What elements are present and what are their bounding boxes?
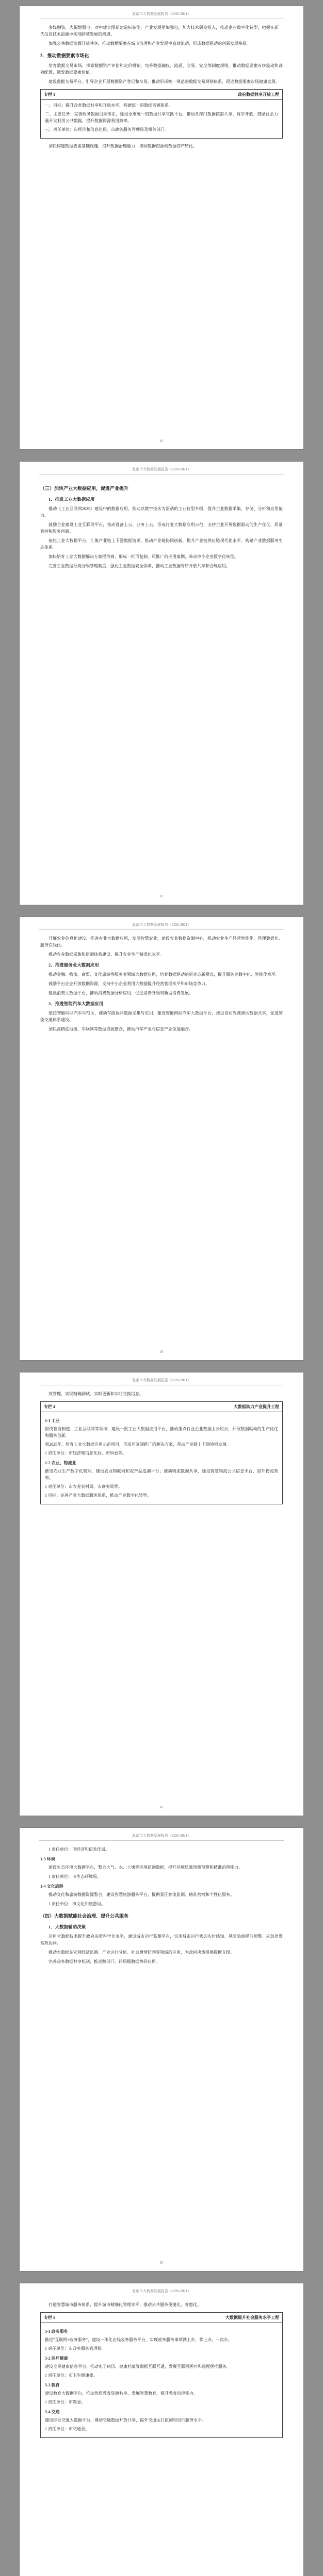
paragraph: 加快高精度地图、车联网等数据资源整合，推动汽车产业与信息产业深度融合。 xyxy=(49,1027,193,1031)
box-subheading: 1-1 工业 xyxy=(45,1418,60,1423)
paragraph: 加快构建数据要素基础设施，提升数据治理能力，推动数据资源向数据资产转化。 xyxy=(49,144,197,148)
paragraph: 完善工业数据分类分级管理制度，强化工业数据安全保障，推动工业数据有序开放共享和合规应用。 xyxy=(49,564,230,568)
box-paragraph: 1 责任单位：市政务服务管理局。 xyxy=(45,2346,106,2351)
paragraph: 推动《工业互联网2025》建设中的数据应用，推动以数字技术为驱动的工业转型升级，提升企业数据采集、存储、分析和应用能力。 xyxy=(40,506,283,518)
page-header: 北京市大数据发展报告（2020-2021） xyxy=(39,462,284,474)
item-subheading: 1-4 文化旅游 xyxy=(40,1884,63,1889)
page-number: 50 xyxy=(159,2261,164,2265)
box-id: 专栏 4 xyxy=(44,1404,55,1409)
box-subheading: 5-4 交通 xyxy=(45,2410,60,2414)
subsection-heading: 2．推进服务业大数据应用 xyxy=(49,962,99,968)
paragraph: 1 责任单位：市文化和旅游局。 xyxy=(49,1902,105,1906)
paragraph: 鼓励平台企业开放数据资源，支持中小企业利用大数据提升经营管理水平和市场竞争力。 xyxy=(49,981,209,986)
paragraph: 开展农业信息化建设，推进农业大数据应用，发展智慧农业，建设农业数据资源中心，推动农业生产经营智能化、管理数据化、服务在线化。 xyxy=(40,936,283,947)
box-subheading: 1-2 农业、物流业 xyxy=(45,1461,76,1465)
paragraph: 建设生态环境大数据平台，整合大气、水、土壤等环境监测数据，提升环境质量预测预警和精准治理能力。 xyxy=(49,1865,243,1870)
box-paragraph: 推进农业生产数字化管理，建设农业物联网和农产品追溯平台；推动物流数据共享，建设智慧物流公共信息平台，提升物流效率。 xyxy=(45,1469,278,1480)
paragraph: 培育数据交易市场，探索数据资产评估和定价机制，完善数据确权、流通、交易、安全等制度规则，推动数据要素有序流动和高效配置，激发数据要素价值。 xyxy=(40,63,283,75)
paragraph: 1 责任单位：市生态环境局。 xyxy=(49,1874,101,1879)
sidebar-box xyxy=(40,2312,283,2438)
box-paragraph: 围绕智能制造、工业互联网等领域，建设一批工业大数据应用平台，推动重点行业企业数据上云用云，开展数据驱动的生产优化和服务创新。 xyxy=(45,1427,278,1438)
box-header xyxy=(41,90,282,100)
section-heading: （三）加快产业大数据应用，促进产业提升 xyxy=(40,486,129,491)
paragraph: 多媒融资，大幅增强电，对中建立图新建造标转型，产业发展更加强电，加大技术研发投入，推动企业数字化转型，把握在新一代信息技术浪潮中实现跨越发展的机遇。 xyxy=(40,25,283,37)
paragraph: 推动文化和旅游数据资源整合，建设智慧旅游服务平台，提供景区客流监测、精准营销和个性化服务。 xyxy=(49,1892,234,1897)
box-title: 大数据提升社会服务水平工程 xyxy=(225,2315,279,2320)
paragraph: 依托工业大数据平台，汇聚产业链上下游数据资源，推动产业链协同创新，提升产业链供应链现代化水平，构建产业数据服务生态体系。 xyxy=(40,538,283,550)
page-number: 48 xyxy=(159,1350,164,1354)
item-subheading: 1-3 环境 xyxy=(40,1857,55,1861)
box-title: 政府数据共享开放工程 xyxy=(238,92,279,97)
paragraph: 推动大数据在宏观经济监测、产业运行分析、社会舆情研判等领域的应用，为政府决策提供数据支撑。 xyxy=(49,1950,234,1955)
box-id: 专栏 1 xyxy=(44,92,55,97)
box-id: 专栏 5 xyxy=(44,2315,55,2320)
box-paragraph: 二、主要任务：完善政务数据目录体系，建设全市统一的数据共享交换平台，推动各部门数据按需共享、有序开放，鼓励社会力量开发利用公共数据，提升数据资源利用效率。 xyxy=(45,112,278,123)
document-page-4 xyxy=(20,1372,303,1816)
paragraph: 加强公共数据资源开放共享，推动数据要素在城市治理和产业发展中高效流动，形成数据驱动的创新发展格局。 xyxy=(49,41,251,46)
paragraph: 依托智能网联汽车示范区，推动车路协同数据采集与应用，建设智能网联汽车大数据平台，推进自动驾驶测试数据共享，促进智能交通体系建设。 xyxy=(40,1011,283,1022)
box-paragraph: 1 责任单位：市教委。 xyxy=(45,2400,85,2404)
box-header xyxy=(41,2313,282,2323)
document-page-1 xyxy=(20,6,303,449)
paragraph: 鼓励企业建设工业互联网平台，推动设备上云、业务上云，形成行业大数据应用示范，支持企业开展数据驱动的生产优化、质量管控和服务创新。 xyxy=(40,522,283,534)
box-paragraph: 三、责任单位：市经济和信息化局、市政务服务管理局及相关部门。 xyxy=(45,127,169,132)
subsection-heading: 1．推进工业大数据应用 xyxy=(49,497,95,502)
box-paragraph: 建设综合交通大数据平台，推动交通数据开放共享，提升交通运行监测和出行服务水平。 xyxy=(45,2418,206,2422)
paragraph: 建设消费大数据平台，推动消费数据分析应用，促进消费升级和新型消费发展。 xyxy=(49,991,193,995)
paragraph: 1 责任单位：市经济和信息化局。 xyxy=(49,1847,109,1852)
box-paragraph: 建设教育大数据平台，推动优质教育资源共享，发展智慧教育，提升教育治理能力。 xyxy=(45,2391,198,2396)
box-paragraph: 一、目标：提升政务数据共享和开放水平，构建统一的数据资源体系。 xyxy=(45,103,173,108)
box-subheading: 5-1 政务服务 xyxy=(45,2329,68,2334)
box-title: 大数据助力产业提升工程 xyxy=(234,1404,279,1409)
box-paragraph: 1 目标：完善产业大数据服务体系，推动产业数字化转型。 xyxy=(45,1493,151,1498)
section-heading: 3．推动数据要素市场化 xyxy=(40,53,89,58)
box-paragraph: 到2025年，培育工业大数据应用示范项目，形成可复制推广的解决方案，带动产业链上下游协同发展。 xyxy=(45,1442,231,1447)
page-number: 49 xyxy=(159,1805,164,1809)
page-header: 北京市大数据发展报告（2020-2021） xyxy=(39,1372,284,1385)
box-paragraph: 1 责任单位：市交通委。 xyxy=(45,2427,89,2431)
document-page-6 xyxy=(20,2283,303,2576)
box-paragraph: 1 责任单位：市卫生健康委。 xyxy=(45,2373,98,2378)
paragraph: 推动金融、物流、商贸、文化旅游等服务业领域大数据应用，培育数据驱动的新业态新模式，提升服务业数字化、智能化水平。 xyxy=(49,972,280,977)
box-paragraph: 推进"互联网+政务服务"，建设一体化在线政务服务平台，实现政务服务事项网上办、掌上办、一次办。 xyxy=(45,2337,233,2342)
paragraph: 推动农业数据采集和监测体系建设，提升农业生产精准化水平。 xyxy=(49,952,164,957)
page-number: 46 xyxy=(159,439,164,443)
box-subheading: 5-3 教育 xyxy=(45,2383,60,2387)
document-page-2 xyxy=(20,462,303,905)
box-paragraph: 1 责任单位：市农业农村局、市商务局等。 xyxy=(45,1484,122,1489)
box-paragraph: 1 责任单位：市经济和信息化局、市科委等。 xyxy=(45,1451,126,1455)
page-header: 北京市大数据发展报告（2020-2021） xyxy=(39,6,284,19)
sidebar-box xyxy=(40,1401,283,1504)
page-header: 北京市大数据发展报告（2020-2021） xyxy=(39,1828,284,1841)
section-heading: （四）大数据赋能社会治理、提升公共服务 xyxy=(40,1913,129,1919)
subsection-heading: 1．大数据辅助决策 xyxy=(49,1924,86,1929)
paragraph: 打造智慧城市服务体系，提升城市精细化管理水平，推动公共服务便捷化、普惠化。 xyxy=(49,2302,201,2307)
paragraph: 效管理，实现精确测试、实时更新和实时交换信息。 xyxy=(49,1392,143,1396)
page-number: 47 xyxy=(159,894,164,899)
paragraph: 加快培育工业大数据解决方案提供商，形成一批可复制、可推广的应用案例，带动中小企业数字化转型。 xyxy=(49,554,238,559)
paragraph: 完善政务数据共享机制，推进跨部门、跨层级数据协同应用。 xyxy=(49,1959,160,1964)
box-paragraph: 建设全民健康信息平台，推动电子病历、健康档案等数据互联互通，发展互联网医疗和远程医疗服务。 xyxy=(45,2364,231,2369)
subsection-heading: 3．推进智能汽车大数据应用 xyxy=(49,1001,104,1006)
document-page-3 xyxy=(20,917,303,1360)
document-page-5 xyxy=(20,1828,303,2271)
sidebar-box xyxy=(40,89,283,139)
paragraph: 建设数据交易平台，引导企业开展数据资产登记和交易，推动形成统一规范的数据交易规则体系，促进数据要素市场健康发展。 xyxy=(49,79,280,84)
paragraph: 运用大数据技术提升政府决策科学化水平，建设城市运行监测平台，实现城市运行状态实时感知、风险隐患提前预警、应急处置高效协同。 xyxy=(40,1934,283,1945)
page-header: 北京市大数据发展报告（2020-2021） xyxy=(39,2283,284,2296)
page-header: 北京市大数据发展报告（2020-2021） xyxy=(39,917,284,930)
box-subheading: 5-2 医疗健康 xyxy=(45,2356,68,2361)
box-header xyxy=(41,1402,282,1412)
